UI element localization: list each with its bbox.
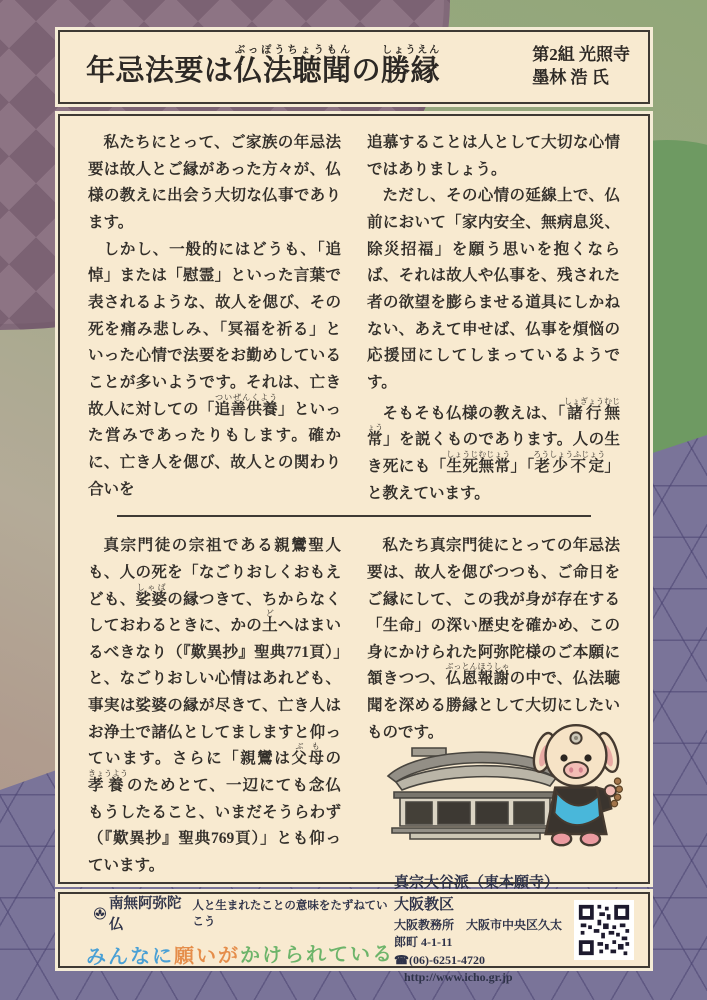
page-title: 年忌法要は仏法聴聞ぶっぽうちょうもんの勝縁しょうえん <box>86 45 441 87</box>
footer-slogan-block <box>80 892 394 968</box>
main-panel <box>58 114 650 884</box>
org-name: 真宗大谷派（東本願寺）大阪教区 <box>394 875 560 914</box>
slogan-colored-text: みんなに願いがかけられている <box>85 941 395 969</box>
qr-code <box>574 900 634 960</box>
author-block <box>532 44 648 90</box>
org-url: http://www.icho.gr.jp <box>404 970 513 985</box>
header-panel <box>58 30 650 104</box>
org-address: 大阪教務所 大阪市中央区久太郎町 4-1-11 <box>394 917 563 950</box>
nembutsu-line <box>94 892 394 934</box>
footer-org-block <box>394 873 566 986</box>
footer-panel <box>58 875 650 985</box>
section1-column-1: 私たちにとって、ご家族の年忌法要は故人とご縁があった方々が、仏様の教えに出会う大切な仏事であります。 しかし、一般的にはどうも、「追悼」または「慰霊」といった言葉で表されるような、故人を偲び、その死を痛み悲しみ、「冥福を祈る」といった心情で法要をお勤めしていることが多いようです。それは、亡き故人に対しての「追善供養ついぜんくよう」といった営みであったりもします。確かに、亡き人を偲び、故人との関わり合いを <box>88 134 341 498</box>
section2-column-2: 私たち真宗門徒にとっての年忌法要は、故人を偲びつつも、ご命日をご縁にして、この我が身が存在する「生命」の深い歴史を確かめ、この身にかけられた阿弥陀様のご本願に頷きつつ、仏恩報謝ぶっとんほうしゃの中で、仏法聴聞を深める勝縁として大切にしたいものです。 <box>367 537 620 741</box>
author-group-temple: 第2組 光照寺 <box>532 45 630 65</box>
illustration-area <box>380 708 630 850</box>
nembutsu-subtext: 人と生まれたことの意味をたずねていこう <box>192 900 388 928</box>
org-phone: (06)-6251-4720 <box>408 952 485 967</box>
section-divider <box>117 515 590 517</box>
phone-icon: ☎ <box>394 952 409 967</box>
lotus-icon <box>94 907 106 920</box>
section1-column-2: 追慕することは人として大切な心情ではありましょう。 ただし、その心情の延線上で、仏前において「家内安全、無病息災、除災招福」を願う思いを抱くならば、それは故人や仏事を、残された者の欲望を膨らませる道具にしかねない、あえて申せば、仏事を煩悩の応援団にしてしまっているようです。 そもそも仏様の教えは、「諸行無常しょぎょうむじょう」を説くものであります。人の生き死にも「生死無常しょうじむじょう」「老少不定ろうしょうふじょう」と教えています。 <box>367 134 620 502</box>
org-contact <box>394 952 566 987</box>
nembutsu-text: 南無阿弥陀仏 <box>109 896 182 933</box>
section-1 <box>88 130 620 507</box>
author-name: 墨林 浩 氏 <box>532 68 609 87</box>
pig-monk-mascot <box>528 714 624 850</box>
section2-column-1: 真宗門徒の宗祖である親鸞聖人も、人の死を「なごりおしくおもえども、娑婆しゃばの縁つきて、ちからなくしておわるときに、かの土どへはまいるべきなり（『歎異抄』聖典771頁）」と、なごりおしい心情はあれども、事実は娑婆の縁が尽きて、亡き人はお浄土で諸仏としてましますと仰っています。さらに「親鸞は父母ぶもの孝養きょうようのためとて、一辺にても念仏もうしたること、いまだそうらわず（『歎異抄』聖典769頁）」とも仰っています。 <box>88 537 341 875</box>
